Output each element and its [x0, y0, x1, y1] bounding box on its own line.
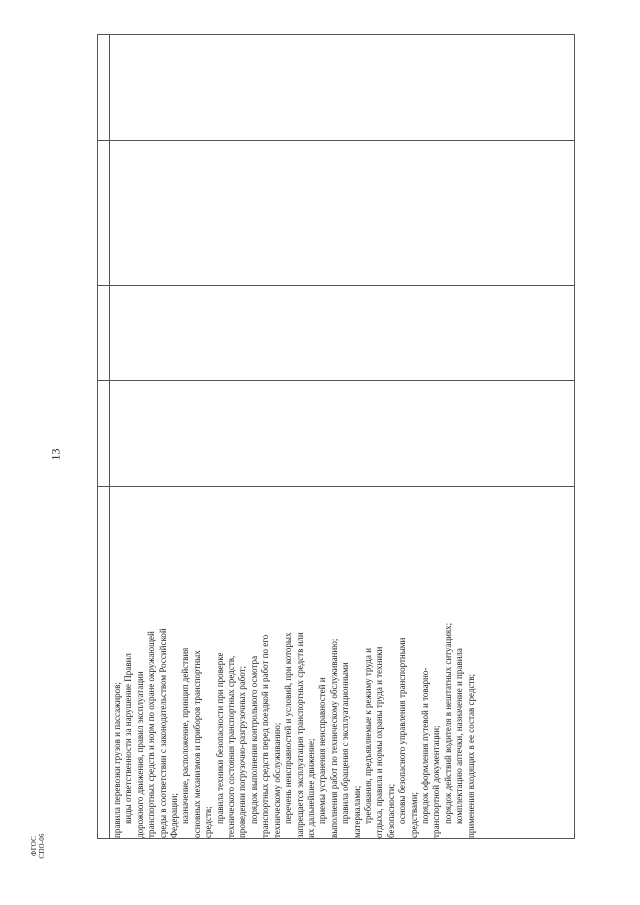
table-cell-content [112, 487, 567, 838]
page-number: 13 [48, 448, 63, 461]
content-line: комплектацию аптечки, назначение и правила [454, 648, 465, 824]
content-line: правила техники безопасности при проверке [214, 652, 225, 824]
content-line: требования, предъявляемые к режиму труда и [362, 648, 373, 824]
content-line: применения входящих в ее состав средств; [465, 673, 476, 838]
table-row-divider [98, 285, 574, 286]
content-line: правила перевозки грузов и пассажиров; [112, 682, 122, 838]
content-line: правила обращения с эксплуатационными [340, 662, 351, 824]
content-line: назначение, расположение, принцип действия [180, 647, 191, 824]
content-line: средствами; [408, 791, 419, 838]
content-line: порядок выполнения контрольного осмотра [248, 655, 259, 824]
content-line: их дальнейшее движение; [305, 738, 316, 838]
content-line: транспортных средств и норм по охране окружающей [146, 631, 157, 838]
table-row-divider [98, 380, 574, 381]
content-line: проведении погрузочно-разгрузочных работ; [237, 665, 248, 838]
table-column-divider [109, 35, 110, 838]
content-line: технического состояния транспортных средств, [226, 655, 237, 838]
content-line: техническому обслуживанию; [271, 722, 282, 838]
content-line: приемы устранения неисправностей и [317, 677, 328, 824]
table-row-divider [98, 140, 574, 141]
content-line: виды ответственности за нарушение Правил [123, 653, 134, 824]
content-line: дорожного движения, правил эксплуатации [134, 671, 145, 838]
content-line: среды в соответствии с законодательством Российской [157, 628, 168, 838]
content-line: основных механизмов и приборов транспортных [191, 650, 202, 838]
content-line: средств; [203, 806, 214, 838]
content-line: Федерации; [169, 792, 180, 838]
content-line: транспортных средств перед поездкой и работ по его [260, 634, 271, 838]
content-line: материалами; [351, 785, 362, 838]
content-line: порядок оформления путевой и товарно- [419, 667, 430, 824]
content-line: отдыха, правила и нормы охраны труда и техники [374, 646, 385, 838]
footer-code: ФГОС СПО-06 [30, 833, 46, 859]
content-line: основы безопасного управления транспортными [397, 637, 408, 824]
content-line: транспортной документации; [431, 725, 442, 838]
content-line: безопасности; [385, 783, 396, 838]
content-line: запрещается эксплуатация транспортных средств или [294, 632, 305, 838]
content-line: перечень неисправностей и условий, при которых [283, 632, 294, 824]
content-line: порядок действий водителя в нештатных ситуациях; [442, 622, 453, 824]
content-line: выполнения работ по техническому обслуживанию; [328, 638, 339, 838]
